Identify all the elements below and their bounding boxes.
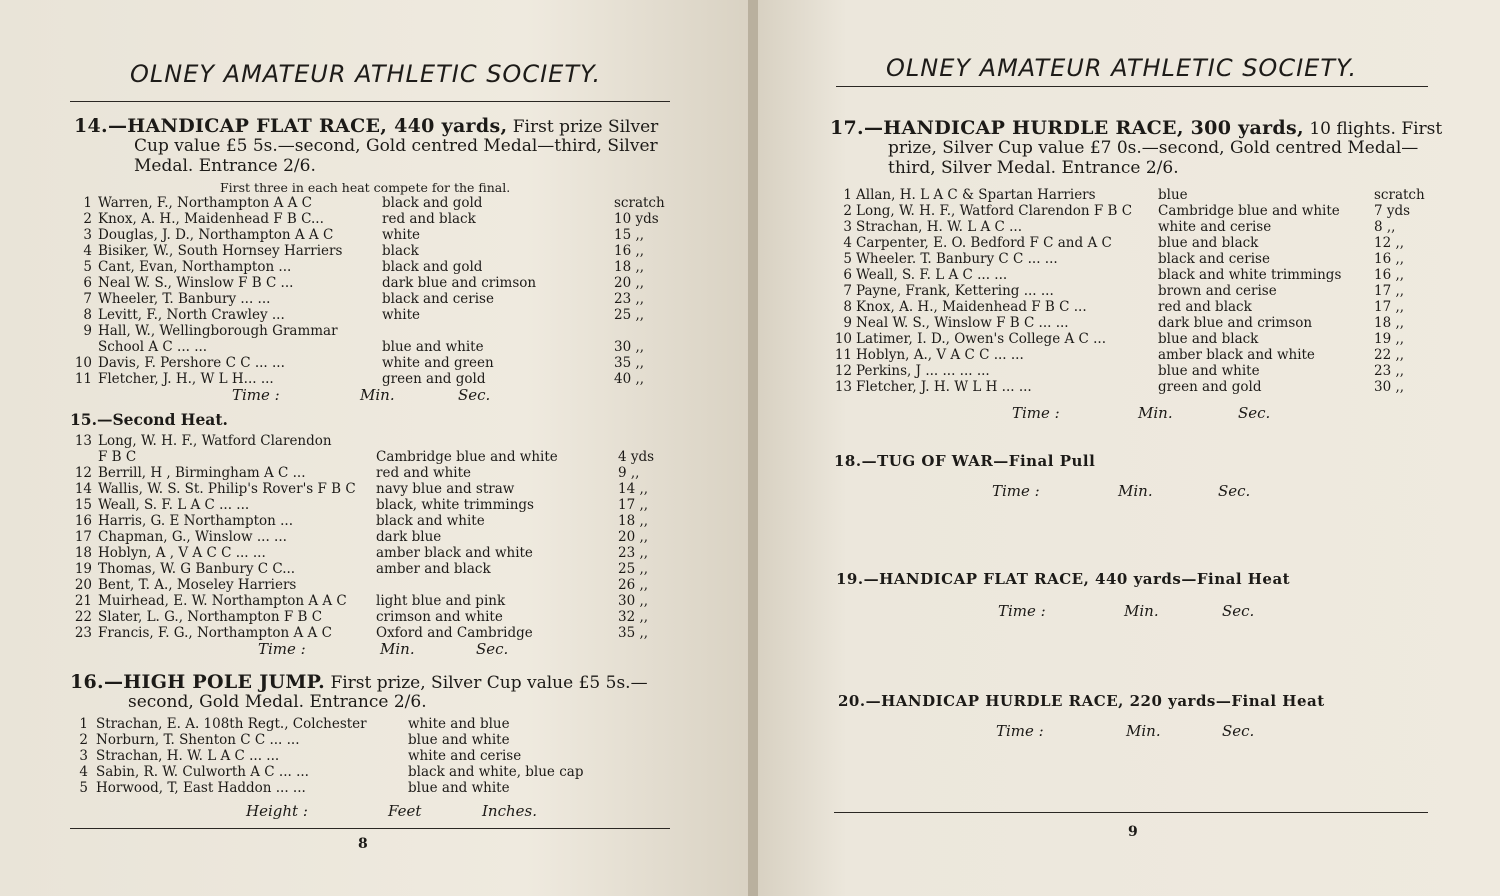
time-label: Time : [998,602,1046,620]
event-19-heading: 19.—HANDICAP FLAT RACE, 440 yards—Final Heat [836,570,1291,588]
entry-colours: Cambridge blue and white [1158,203,1340,219]
entry-row [830,203,1430,219]
event-17-number: 17.— [830,117,884,139]
entry-colours: black and cerise [1158,251,1270,267]
entry-name: School A C ... ... [98,339,208,355]
entry-handicap: 7 yds [1374,203,1411,219]
entry-number: 18 [74,545,92,561]
entry-row [830,283,1430,299]
entry-row [830,187,1430,203]
entry-colours: blue and white [382,339,484,355]
entry-row [62,577,672,593]
entry-number: 20 [74,577,92,593]
entry-handicap: 23 ,, [618,545,649,561]
entry-name: Neal W. S., Winslow F B C ... ... [856,315,1069,331]
entry-handicap: 14 ,, [618,481,649,497]
entry-colours: dark blue [376,529,442,545]
entry-colours: red and black [1158,299,1252,315]
entry-handicap: scratch [1374,187,1425,203]
entry-colours: black [382,243,419,259]
entry-name: Weall, S. F. L A C ... ... [98,497,250,513]
event-15-entry-list [62,433,672,641]
entry-name: Strachan, H. W. L A C ... [856,219,1023,235]
entry-handicap: 15 ,, [614,227,645,243]
entry-number: 16 [74,513,92,529]
entry-colours: blue [1158,187,1188,203]
entry-name: Wheeler. T. Banbury C C ... ... [856,251,1058,267]
entry-handicap: 26 ,, [618,577,649,593]
entry-colours: white and blue [408,716,510,732]
sec-label: Sec. [1218,482,1251,500]
entry-name: Slater, L. G., Northampton F B C [98,609,323,625]
entry-colours: light blue and pink [376,593,506,609]
entry-row [62,764,672,780]
event-20-heading: 20.—HANDICAP HURDLE RACE, 220 yards—Final Heat [838,692,1325,710]
entry-colours: black and white trimmings [1158,267,1342,283]
entry-row [830,363,1430,379]
time-label: Time : [258,640,306,658]
entry-name: Norburn, T. Shenton C C ... ... [96,732,300,748]
entry-handicap: 12 ,, [1374,235,1405,251]
entry-handicap: scratch [614,195,665,211]
min-label: Min. [1124,602,1159,620]
entry-row [62,497,672,513]
entry-colours: black, white trimmings [376,497,534,513]
entry-name: Harris, G. E Northampton ... [98,513,294,529]
height-label: Height : [246,802,308,820]
footer-rule [70,828,670,829]
entry-row [62,545,672,561]
entry-colours: blue and black [1158,235,1259,251]
event-16-desc-2: second, Gold Medal. Entrance 2/6. [128,692,427,712]
entry-row [62,339,672,355]
entry-row [830,299,1430,315]
event-16-desc-1: First prize, Silver Cup value £5 5s.— [330,673,648,693]
footer-rule [834,812,1428,813]
entry-name: Strachan, E. A. 108th Regt., Colchester [96,716,367,732]
entry-name: Berrill, H , Birmingham A C ... [98,465,306,481]
entry-row [62,529,672,545]
entry-colours: navy blue and straw [376,481,515,497]
event-17-name: HANDICAP HURDLE RACE, 300 yards, [883,117,1304,139]
event-17-heading [830,118,1442,139]
event-17-desc-2: prize, Silver Cup value £7 0s.—second, Gold centred Medal— [888,138,1419,158]
entry-colours: green and gold [1158,379,1262,395]
event-17-entry-list [830,187,1430,395]
sec-label: Sec. [1222,602,1255,620]
entry-row [830,235,1430,251]
entry-row [62,275,672,291]
entry-name: Cant, Evan, Northampton ... [98,259,292,275]
entry-row [830,267,1430,283]
entry-number: 14 [74,481,92,497]
entry-colours: blue and white [1158,363,1260,379]
entry-number: 13 [74,433,92,449]
min-label: Min. [360,386,395,404]
entry-number: 3 [79,748,88,764]
entry-name: Hoblyn, A , V A C C ... ... [98,545,266,561]
page-number: 8 [358,836,368,852]
sec-label: Sec. [476,640,509,658]
entry-colours: white and cerise [408,748,522,764]
entry-row [62,609,672,625]
entry-handicap: 25 ,, [614,307,645,323]
entry-name: Weall, S. F. L A C ... ... [856,267,1008,283]
entry-number: 8 [843,299,852,315]
entry-name: Payne, Frank, Kettering ... ... [856,283,1054,299]
event-14-note: First three in each heat compete for the final. [220,180,511,195]
entry-handicap: 23 ,, [1374,363,1405,379]
entry-handicap: 35 ,, [614,355,645,371]
entry-row [62,748,672,764]
header-rule [836,86,1428,87]
time-label: Time : [992,482,1040,500]
entry-number: 12 [834,363,852,379]
entry-handicap: 17 ,, [618,497,649,513]
entry-number: 5 [83,259,92,275]
entry-number: 10 [834,331,852,347]
entry-row [62,323,672,339]
entry-row [62,195,672,211]
entry-handicap: 4 yds [618,449,655,465]
entry-number: 22 [74,609,92,625]
entry-row [62,259,672,275]
entry-number: 1 [843,187,852,203]
min-label: Min. [1118,482,1153,500]
entry-handicap: 40 ,, [614,371,645,387]
event-17-desc-3: third, Silver Medal. Entrance 2/6. [888,158,1179,178]
entry-number: 3 [83,227,92,243]
min-label: Min. [1138,404,1173,422]
entry-name: Hall, W., Wellingborough Grammar [98,323,338,339]
entry-colours: amber and black [376,561,491,577]
time-label: Time : [232,386,280,404]
entry-name: Muirhead, E. W. Northampton A A C [98,593,347,609]
page-header: OLNEY AMATEUR ATHLETIC SOCIETY. [130,60,602,88]
entry-colours: amber black and white [376,545,533,561]
entry-number: 4 [843,235,852,251]
page-number: 9 [1128,824,1138,840]
entry-colours: red and black [382,211,476,227]
entry-number: 7 [843,283,852,299]
entry-handicap: 20 ,, [614,275,645,291]
entry-colours: black and cerise [382,291,494,307]
entry-name: Wallis, W. S. St. Philip's Rover's F B C [98,481,356,497]
event-14-heading [74,116,658,137]
entry-number: 13 [834,379,852,395]
entry-row [830,379,1430,395]
entry-number: 7 [83,291,92,307]
entry-number: 3 [843,219,852,235]
entry-number: 5 [79,780,88,796]
event-14-number: 14.— [74,115,128,137]
entry-handicap: 18 ,, [618,513,649,529]
entry-name: Fletcher, J. H., W L H... ... [98,371,274,387]
entry-colours: black and gold [382,259,483,275]
entry-handicap: 19 ,, [1374,331,1405,347]
sec-label: Sec. [458,386,491,404]
entry-number: 11 [834,347,852,363]
entry-colours: black and white [376,513,485,529]
entry-number: 4 [79,764,88,780]
entry-handicap: 35 ,, [618,625,649,641]
entry-handicap: 32 ,, [618,609,649,625]
entry-handicap: 30 ,, [618,593,649,609]
sec-label: Sec. [1238,404,1271,422]
event-14-desc-2: Cup value £5 5s.—second, Gold centred Medal—third, Silver [134,136,658,156]
entry-row [830,219,1430,235]
entry-row [62,307,672,323]
entry-name: Douglas, J. D., Northampton A A C [98,227,334,243]
entry-handicap: 18 ,, [614,259,645,275]
entry-handicap: 9 ,, [618,465,640,481]
entry-name: Long, W. H. F., Watford Clarendon [98,433,332,449]
entry-number: 15 [74,497,92,513]
entry-row [62,732,672,748]
entry-name: Neal W. S., Winslow F B C ... [98,275,294,291]
entry-number: 6 [83,275,92,291]
entry-name: Bent, T. A., Moseley Harriers [98,577,297,593]
entry-row [62,716,672,732]
entry-number: 4 [83,243,92,259]
entry-row [62,561,672,577]
entry-number: 2 [79,732,88,748]
entry-handicap: 17 ,, [1374,299,1405,315]
entry-name: Hoblyn, A., V A C C ... ... [856,347,1024,363]
entry-colours: amber black and white [1158,347,1315,363]
entry-name: Long, W. H. F., Watford Clarendon F B C [856,203,1133,219]
entry-row [62,481,672,497]
entry-row [62,780,672,796]
event-16-name: HIGH POLE JUMP. [123,671,326,693]
entry-handicap: 30 ,, [614,339,645,355]
event-16-number: 16.— [70,671,124,693]
entry-number: 21 [74,593,92,609]
entry-name: Levitt, F., North Crawley ... [98,307,285,323]
entry-name: Davis, F. Pershore C C ... ... [98,355,285,371]
entry-number: 1 [83,195,92,211]
entry-number: 5 [843,251,852,267]
entry-colours: white [382,307,420,323]
feet-label: Feet [388,802,422,820]
entry-name: Allan, H. L A C & Spartan Harriers [856,187,1096,203]
entry-row [62,243,672,259]
entry-row [830,347,1430,363]
entry-number: 11 [74,371,92,387]
entry-name: Thomas, W. G Banbury C C... [98,561,296,577]
entry-colours: dark blue and crimson [382,275,537,291]
entry-handicap: 20 ,, [618,529,649,545]
entry-colours: white [382,227,420,243]
entry-row [62,593,672,609]
entry-name: Bisiker, W., South Hornsey Harriers [98,243,343,259]
entry-number: 10 [74,355,92,371]
entry-colours: blue and black [1158,331,1259,347]
event-18-heading: 18.—TUG OF WAR—Final Pull [834,452,1096,470]
entry-row [830,331,1430,347]
entry-row [62,625,672,641]
entry-colours: black and white, blue cap [408,764,584,780]
entry-row [62,371,672,387]
entry-row [62,211,672,227]
entry-number: 9 [843,315,852,331]
entry-colours: green and gold [382,371,486,387]
entry-handicap: 25 ,, [618,561,649,577]
entry-colours: crimson and white [376,609,503,625]
entry-handicap: 16 ,, [1374,267,1405,283]
entry-handicap: 10 yds [614,211,659,227]
entry-colours: Oxford and Cambridge [376,625,533,641]
entry-row [62,465,672,481]
entry-colours: dark blue and crimson [1158,315,1313,331]
time-label: Time : [996,722,1044,740]
event-16-entry-list [62,716,672,796]
entry-number: 1 [79,716,88,732]
entry-name: Knox, A. H., Maidenhead F B C ... [856,299,1087,315]
event-14-desc-1: First prize Silver [512,117,659,137]
entry-row [62,449,672,465]
entry-name: F B C [98,449,137,465]
entry-name: Sabin, R. W. Culworth A C ... ... [96,764,309,780]
entry-colours: white and cerise [1158,219,1272,235]
entry-name: Latimer, I. D., Owen's College A C ... [856,331,1107,347]
event-16-heading [70,672,648,693]
entry-name: Warren, F., Northampton A A C [98,195,313,211]
entry-handicap: 16 ,, [1374,251,1405,267]
entry-handicap: 30 ,, [1374,379,1405,395]
entry-name: Carpenter, E. O. Bedford F C and A C [856,235,1112,251]
entry-row [62,433,672,449]
entry-name: Strachan, H. W. L A C ... ... [96,748,280,764]
min-label: Min. [380,640,415,658]
entry-colours: blue and white [408,780,510,796]
event-17-desc-1: 10 flights. First [1309,119,1443,139]
event-14-entry-list [62,195,672,387]
entry-colours: Cambridge blue and white [376,449,558,465]
entry-colours: red and white [376,465,472,481]
entry-row [62,291,672,307]
entry-handicap: 18 ,, [1374,315,1405,331]
entry-handicap: 17 ,, [1374,283,1405,299]
min-label: Min. [1126,722,1161,740]
entry-name: Fletcher, J. H. W L H ... ... [856,379,1032,395]
inches-label: Inches. [482,802,537,820]
page-header: OLNEY AMATEUR ATHLETIC SOCIETY. [886,54,1358,82]
entry-number: 23 [74,625,92,641]
entry-handicap: 8 ,, [1374,219,1396,235]
entry-colours: brown and cerise [1158,283,1277,299]
entry-number: 8 [83,307,92,323]
event-14-desc-3: Medal. Entrance 2/6. [134,156,316,176]
entry-row [830,251,1430,267]
sec-label: Sec. [1222,722,1255,740]
entry-number: 2 [83,211,92,227]
entry-colours: blue and white [408,732,510,748]
entry-colours: black and gold [382,195,483,211]
entry-name: Horwood, T, East Haddon ... ... [96,780,306,796]
entry-number: 12 [74,465,92,481]
entry-name: Wheeler, T. Banbury ... ... [98,291,271,307]
entry-name: Perkins, J ... ... ... ... [856,363,990,379]
time-label: Time : [1012,404,1060,422]
entry-number: 6 [843,267,852,283]
right-page [758,0,1500,896]
entry-handicap: 23 ,, [614,291,645,307]
entry-row [62,355,672,371]
entry-number: 17 [74,529,92,545]
entry-handicap: 22 ,, [1374,347,1405,363]
entry-name: Chapman, G., Winslow ... ... [98,529,287,545]
event-15-heading: 15.—Second Heat. [70,410,228,429]
entry-name: Knox, A. H., Maidenhead F B C... [98,211,324,227]
entry-number: 2 [843,203,852,219]
event-14-name: HANDICAP FLAT RACE, 440 yards, [127,115,508,137]
entry-handicap: 16 ,, [614,243,645,259]
entry-row [62,227,672,243]
entry-number: 9 [83,323,92,339]
entry-number: 19 [74,561,92,577]
entry-row [830,315,1430,331]
entry-colours: white and green [382,355,494,371]
header-rule [70,101,670,102]
entry-row [62,513,672,529]
entry-name: Francis, F. G., Northampton A A C [98,625,332,641]
